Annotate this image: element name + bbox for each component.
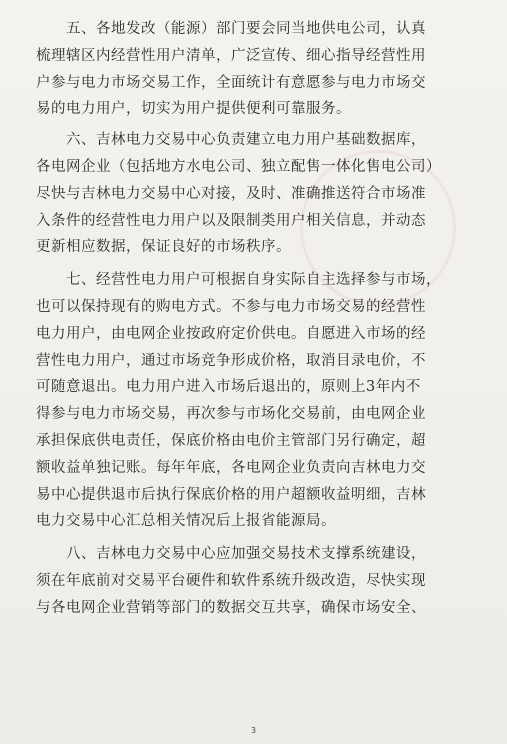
paragraph-line: 额收益单独记账。每年年底，各电网企业负责向吉林电力交 xyxy=(36,459,426,476)
paragraph-line: 入条件的经营性电力用户以及限制类用户相关信息，并动态 xyxy=(36,212,426,229)
paragraph-line: 营性电力用户，通过市场竞争形成价格，取消目录电价，不 xyxy=(36,352,426,369)
paragraph-line: 易的电力用户，切实为用户提供便利可靠服务。 xyxy=(36,101,351,118)
paragraph-line: 得参与电力市场交易，再次参与市场化交易前，由电网企业 xyxy=(36,406,426,423)
paragraph-line: 更新相应数据，保证良好的市场秩序。 xyxy=(36,239,291,256)
paragraph-line: 梳理辖区内经营性用户清单，广泛宣传、细心指导经营性用 xyxy=(36,47,426,64)
paragraph-line: 六、吉林电力交易中心负责建立电力用户基础数据库， xyxy=(66,132,426,149)
paragraph-5 xyxy=(36,16,476,123)
paragraph-line: 电力交易中心汇总相关情况后上报省能源局。 xyxy=(36,513,336,530)
paragraph-line: 须在年底前对交易平台硬件和软件系统升级改造，尽快实现 xyxy=(36,572,426,589)
paragraph-line: 可随意退出。电力用户进入市场后退出的，原则上3年内不 xyxy=(36,379,421,396)
paragraph-line: 承担保底供电责任，保底价格由电价主管部门另行确定，超 xyxy=(36,432,426,449)
paragraph-7 xyxy=(36,267,476,535)
paragraph-line: 易中心提供退市后执行保底价格的用户超额收益明细，吉林 xyxy=(36,486,426,503)
paragraph-line: 也可以保持现有的购电方式。不参与电力市场交易的经营性 xyxy=(36,298,426,315)
paragraph-line: 七、经营性电力用户可根据自身实际自主选择参与市场， xyxy=(66,272,441,289)
page-number: 3 xyxy=(250,726,257,735)
paragraph-line: 户参与电力市场交易工作，全面统计有意愿参与电力市场交 xyxy=(36,74,426,91)
paragraph-line: 五、各地发改（能源）部门要会同当地供电公司，认真 xyxy=(66,21,426,37)
paragraph-6 xyxy=(36,127,476,261)
paragraph-line: 尽快与吉林电力交易中心对接，及时、准确推送符合市场准 xyxy=(36,185,426,202)
document-body xyxy=(36,16,476,622)
paragraph-line: 八、吉林电力交易中心应加强交易技术支撑系统建设， xyxy=(66,546,426,563)
paragraph-line: 各电网企业（包括地方水电公司、独立配售一体化售电公司） xyxy=(36,158,441,175)
paragraph-8 xyxy=(36,541,476,621)
paragraph-line: 电力用户，由电网企业按政府定价供电。自愿进入市场的经 xyxy=(36,325,426,342)
paragraph-line: 与各电网企业营销等部门的数据交互共享，确保市场安全、 xyxy=(36,599,426,616)
